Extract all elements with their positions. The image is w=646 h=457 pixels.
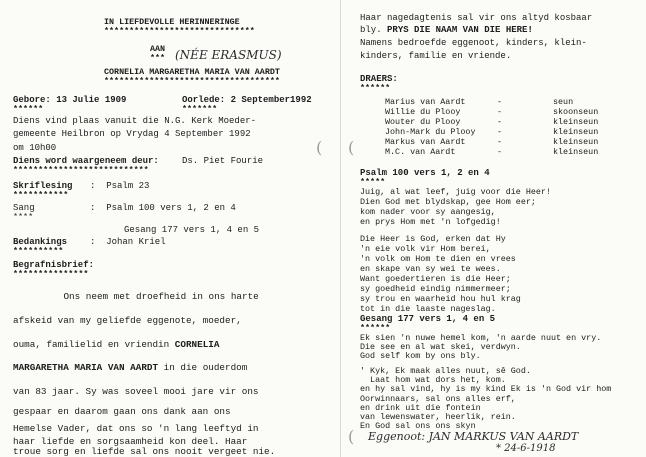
- bearer-relation: skoonseun: [553, 107, 599, 117]
- intro-line-3: Namens bedroefde eggenoot, kinders, klein-: [360, 38, 587, 48]
- title-stars: ******************************: [104, 26, 255, 36]
- birth-date: Gebore: 13 Julie 1909: [13, 95, 127, 105]
- draers-stars: ******: [360, 83, 391, 93]
- bearer-dash: -: [497, 127, 503, 137]
- handwritten-signature: Eggenoot: JAN MARKUS VAN AARDT: [368, 430, 579, 443]
- bedankings-label: Bedankings: [13, 237, 68, 247]
- psalm-line: Want goedertieren is die Heer;: [360, 274, 511, 284]
- bearer-name: Willie du Plooy: [385, 107, 461, 117]
- aan-label: AAN: [150, 44, 166, 54]
- bearer-name: Markus van Aardt: [385, 137, 466, 147]
- letter-name-1: CORNELIA: [174, 339, 220, 350]
- birth-stars: ******: [13, 104, 44, 114]
- officiant-name: Ds. Piet Fourie: [182, 156, 264, 166]
- letter-line-8: haar liefde en sorgsaamheid kon deel. Haar: [13, 436, 248, 447]
- gesang-line: Die see en al wat skei, verdwyn.: [360, 342, 521, 352]
- skriflesing-value: : Psalm 23: [90, 181, 150, 191]
- deceased-name: CORNELIA MARGARETHA MARIA VAN AARDT: [104, 67, 280, 77]
- sang-value: : Psalm 100 vers 1, 2 en 4: [90, 203, 236, 213]
- begrafnisbrief-stars: ***************: [13, 269, 89, 279]
- handwritten-date: * 24-6-1918: [496, 443, 556, 454]
- punch-hole-mark: (: [348, 427, 355, 446]
- psalm-line: kom nader voor sy aangesig,: [360, 207, 496, 217]
- psalm-line: Juig, al wat leef, juig voor die Heer!: [360, 187, 551, 197]
- memorial-title: IN LIEFDEVOLLE HERINNERINGE: [104, 17, 240, 27]
- sang-label: Sang: [13, 203, 35, 213]
- psalm-line: Die Heer is God, erken dat Hy: [360, 234, 506, 244]
- officiant-label: Diens word waargeneem deur:: [13, 156, 159, 166]
- letter-line-6: gespaar en daarom gaan ons dank aan ons: [13, 406, 231, 417]
- gesang-line: en drink uit die fontein: [360, 403, 481, 413]
- service-line-2: gemeente Heilbron op Vrydag 4 September 1992: [13, 129, 251, 139]
- officiant-stars: ***************************: [13, 165, 149, 175]
- psalm-heading: Psalm 100 vers 1, 2 en 4: [360, 168, 490, 178]
- psalm-line: 'n eie volk vir Hom berei,: [360, 244, 491, 254]
- bearer-name: Marius van Aardt: [385, 97, 466, 107]
- bearer-relation: kleinseun: [553, 127, 599, 137]
- bearer-relation: kleinseun: [553, 117, 599, 127]
- bearer-relation: kleinseun: [553, 147, 599, 157]
- intro-line-4: kinders, familie en vriende.: [360, 51, 512, 61]
- intro-line-2: [360, 25, 533, 35]
- skriflesing-label: Skriflesing: [13, 181, 73, 191]
- bearer-dash: -: [497, 137, 503, 147]
- bearer-relation: kleinseun: [553, 137, 599, 147]
- letter-line-3: [13, 340, 219, 350]
- punch-hole-mark: (: [348, 138, 355, 157]
- psalm-line: Dien God met blydskap, gee Hom eer;: [360, 197, 536, 207]
- gesang-line: Laat hom wat dors het, kom.: [360, 375, 506, 385]
- bearer-name: Wouter du Plooy: [385, 117, 461, 127]
- letter-line-1: Ons neem met droefheid in ons harte: [30, 291, 259, 302]
- intro-line-1: Haar nagedagtenis sal vir ons altyd kosbaar: [360, 13, 593, 23]
- psalm-line: sy trou en waarheid hou hul krag: [360, 294, 521, 304]
- skriflesing-stars: ***********: [13, 190, 69, 200]
- bearer-name: John-Mark du Plooy: [385, 127, 476, 137]
- bearer-dash: -: [497, 147, 503, 157]
- letter-line-7: Hemelse Vader, dat ons so 'n lang leeftyd in: [13, 423, 259, 434]
- letter-line-5: van 83 jaar. Sy was soveel mooi jare vir ons: [13, 386, 259, 397]
- gesang-line: ' Kyk, Ek maak alles nuut, sê God.: [360, 366, 531, 376]
- deceased-name-stars: ***********************************: [104, 76, 280, 86]
- death-stars: *******: [182, 104, 218, 114]
- punch-hole-mark: (: [316, 138, 323, 157]
- psalm-line: en prys Hom met 'n lofgedig!: [360, 217, 501, 227]
- death-date: Oorlede: 2 September1992: [182, 95, 312, 105]
- bearer-name: M.C. van Aardt: [385, 147, 456, 157]
- sang-value-2: Gesang 177 vers 1, 4 en 5: [124, 225, 260, 235]
- letter-line-9: troue sorg en liefde sal ons nooit vergeet nie.: [13, 446, 276, 457]
- psalm-line: tot in die laaste nageslag.: [360, 304, 496, 314]
- page-fold: [340, 0, 341, 457]
- gesang-line: God self kom by ons bly.: [360, 351, 481, 361]
- letter-line-4: [13, 363, 247, 373]
- gesang-line: En God sal ons ons skyn: [360, 421, 476, 431]
- bedankings-value: : Johan Kriel: [90, 237, 166, 247]
- letter-name-2: MARGARETHA MARIA VAN AARDT: [13, 362, 159, 373]
- bearer-relation: seun: [553, 97, 574, 107]
- psalm-line: sy goedheid eindig nimmermeer;: [360, 284, 511, 294]
- letter-text: ouma, familielid en vriendin: [13, 339, 175, 350]
- bearer-dash: -: [497, 117, 503, 127]
- letter-after-name: in die ouderdom: [158, 362, 248, 373]
- bedankings-stars: **********: [13, 246, 64, 256]
- psalm-line: en skape van sy wei te wees.: [360, 264, 501, 274]
- gesang-line: en hy sal vind, hy is my kind Ek is 'n God vir hom: [360, 384, 612, 394]
- begrafnisbrief-label: Begrafnisbrief:: [13, 260, 95, 270]
- draers-label: DRAERS:: [360, 74, 398, 84]
- gesang-line: Oorwinnaars, sal ons alles erf,: [360, 394, 516, 404]
- psalm-stars: *****: [360, 177, 386, 187]
- bearer-dash: -: [497, 107, 503, 117]
- letter-line-2: afskeid van my geliefde eggenote, moeder,: [13, 315, 242, 326]
- gesang-line: van lewenswater, heerlik, rein.: [360, 412, 516, 422]
- gesang-line: Ek sien 'n nuwe hemel kom, 'n aarde nuut en vry.: [360, 333, 602, 343]
- service-line-3: om 10h00: [13, 143, 57, 153]
- praise-line: PRYS DIE NAAM VAN DIE HERE!: [387, 25, 533, 35]
- gesang-heading: Gesang 177 vers 1, 4 en 5: [360, 314, 496, 324]
- service-line-1: Diens vind plaas vanuit die N.G. Kerk Moeder-: [13, 116, 257, 126]
- sang-stars: ****: [13, 212, 34, 222]
- handwritten-nee-note: (NÉE ERASMUS): [175, 48, 282, 62]
- psalm-line: 'n volk om Hom te dien en vrees: [360, 254, 516, 264]
- aan-stars: ***: [150, 53, 166, 63]
- bearer-dash: -: [497, 97, 503, 107]
- intro-text: bly.: [360, 25, 388, 35]
- gesang-stars: ******: [360, 323, 391, 333]
